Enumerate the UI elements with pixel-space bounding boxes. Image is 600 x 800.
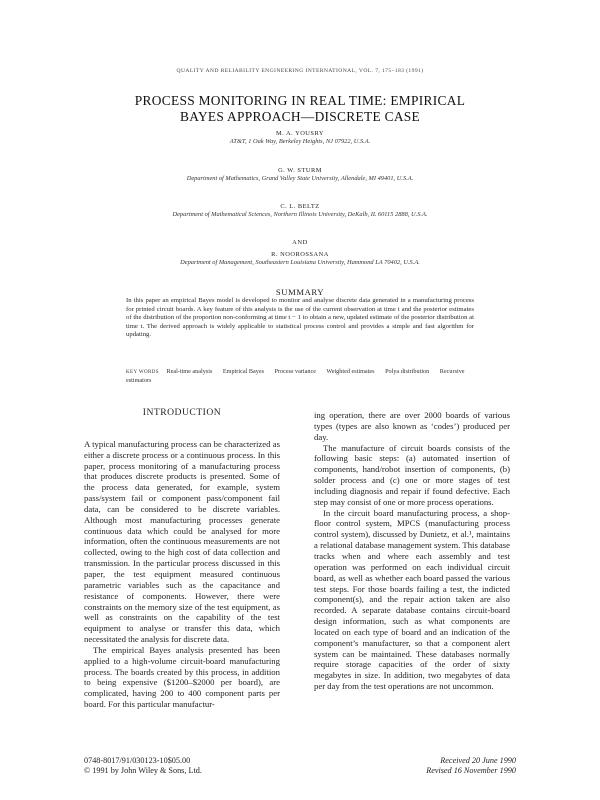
- author-2: [60, 167, 540, 183]
- paper-title: [60, 93, 540, 125]
- author-name: C. L. BELTZ: [280, 203, 320, 210]
- summary-paragraph: In this paper an empirical Bayes model is developed to monitor and analyse discrete data generated in a manufacturing process for printed circuit boards. A key feature of this analysis is the use of the current observation at time t and the posterior estimates of the distribution of the proportion non-conforming at time t − 1 to obtain a new, updated estimate of the posterior distribution at time t. The derived approach is widely applicable to statistical process control and provides a simple and fast algorithm for updating.: [126, 297, 474, 339]
- author-name: G. W. STURM: [278, 167, 322, 174]
- body-paragraph: In the circuit board manufacturing process, a shop-floor control system, MPCS (manufacturing process control system), discussed by Dunietz, et al.¹, maintains a relational database management system. This database tracks when and where each assembly and test operation was performed on each individual circuit board, as well as whether each board passed the various test steps. For those boards failing a test, the indicted component(s), and the repair action taken are also recorded. A separate database contains circuit-board design information, such as what components are located on each type of board and an indication of the component’s manufacturer, so that a component alert system can be maintained. These databases normally require storage capacities of the order of sixty megabytes in size. In addition, two megabytes of data per day from the test operations are not uncommon.: [314, 507, 510, 692]
- author-affiliation: AT&T, 1 Oak Way, Berkeley Heights, NJ 07922, U.S.A.: [229, 138, 371, 145]
- keywords: [126, 368, 474, 385]
- left-column: [84, 408, 280, 710]
- keyword: Recursive estimators: [126, 368, 465, 384]
- keyword: Weighted estimates: [326, 368, 375, 375]
- author-name: R. NOOROSSANA: [271, 251, 329, 258]
- keyword: Polya distribution: [385, 368, 430, 375]
- right-column: [314, 410, 510, 692]
- author-4: [60, 251, 540, 267]
- copyright-line: © 1991 by John Wiley & Sons, Ltd.: [84, 766, 202, 775]
- summary-abstract: [126, 297, 474, 340]
- body-paragraph: A typical manufacturing process can be characterized as either a discrete process or a continuous process. In this paper, process monitoring of a manufacturing process that produces discrete products is presented. Some of the process data generated, for example, system pass/system fail or component pass/component fail data, can be considered to be discrete variables. Although most manufacturing processes generate continuous data which could be analysed for more information, often the continuous measurements are not collected, owing to the high cost of data collection and transmission. In the particular process discussed in this paper, the test equipment measured continuous parametric variables such as the capacitance and resistance of components. However, there were constraints on the memory size of the test equipment, as well as constraints on the capability of the test equipment to analyse or transfer this data, which necessitated the analysis for discrete data.: [84, 438, 280, 645]
- and-separator: AND: [292, 239, 308, 246]
- article-code: 0748-8017/91/030123-10$05.00: [84, 756, 191, 765]
- keyword: Real-time analysis: [166, 368, 213, 375]
- keywords-label: KEY WORDS: [126, 370, 159, 375]
- journal-header: QUALITY AND RELIABILITY ENGINEERING INTERNATIONAL, VOL. 7, 175–183 (1991): [176, 68, 424, 74]
- body-paragraph: ing operation, there are over 2000 boards of various types (types are also known as ‘codes’) produced per day.: [314, 410, 510, 442]
- title-line-2: BAYES APPROACH—DISCRETE CASE: [179, 109, 421, 124]
- footer-publication-info: [84, 756, 202, 776]
- revised-date: Revised 16 November 1990: [426, 766, 516, 775]
- introduction-heading: INTRODUCTION: [142, 407, 222, 418]
- author-affiliation: Department of Mathematics, Grand Valley State University, Allendale, MI 49401, U.S.A.: [186, 175, 414, 182]
- received-date: Received 20 June 1990: [440, 756, 516, 765]
- keyword: Process variance: [274, 368, 316, 375]
- author-3: [60, 203, 540, 219]
- title-line-1: PROCESS MONITORING IN REAL TIME: EMPIRICAL: [134, 93, 466, 108]
- author-affiliation: Department of Mathematical Sciences, Northern Illinois University, DeKalb, IL 60115 2888, U.S.A.: [172, 211, 428, 218]
- keyword: Empirical Bayes: [222, 368, 264, 375]
- author-affiliation: Department of Management, Southeastern Louisiana University, Hammond LA 70402, U.S.A.: [180, 259, 420, 266]
- footer-dates: [314, 756, 516, 776]
- body-paragraph: The manufacture of circuit boards consists of the following basic steps: (a) automated insertion of components, hand/robot insertion of components, (b) solder process and (c) one or more stages of test including diagnosis and repair if found defective. Each step may consist of one or more process operations.: [314, 442, 510, 507]
- author-name: M. A. YOUSRY: [275, 130, 325, 137]
- summary-heading: SUMMARY: [275, 287, 325, 297]
- author-1: [60, 130, 540, 146]
- body-paragraph: The empirical Bayes analysis presented has been applied to a high-volume circuit-board manufacturing process. The boards created by this process, in addition to being expensive ($1200–$2000 per board), are complicated, having 200 to 400 component parts per board. For this particular manufactur-: [84, 644, 280, 710]
